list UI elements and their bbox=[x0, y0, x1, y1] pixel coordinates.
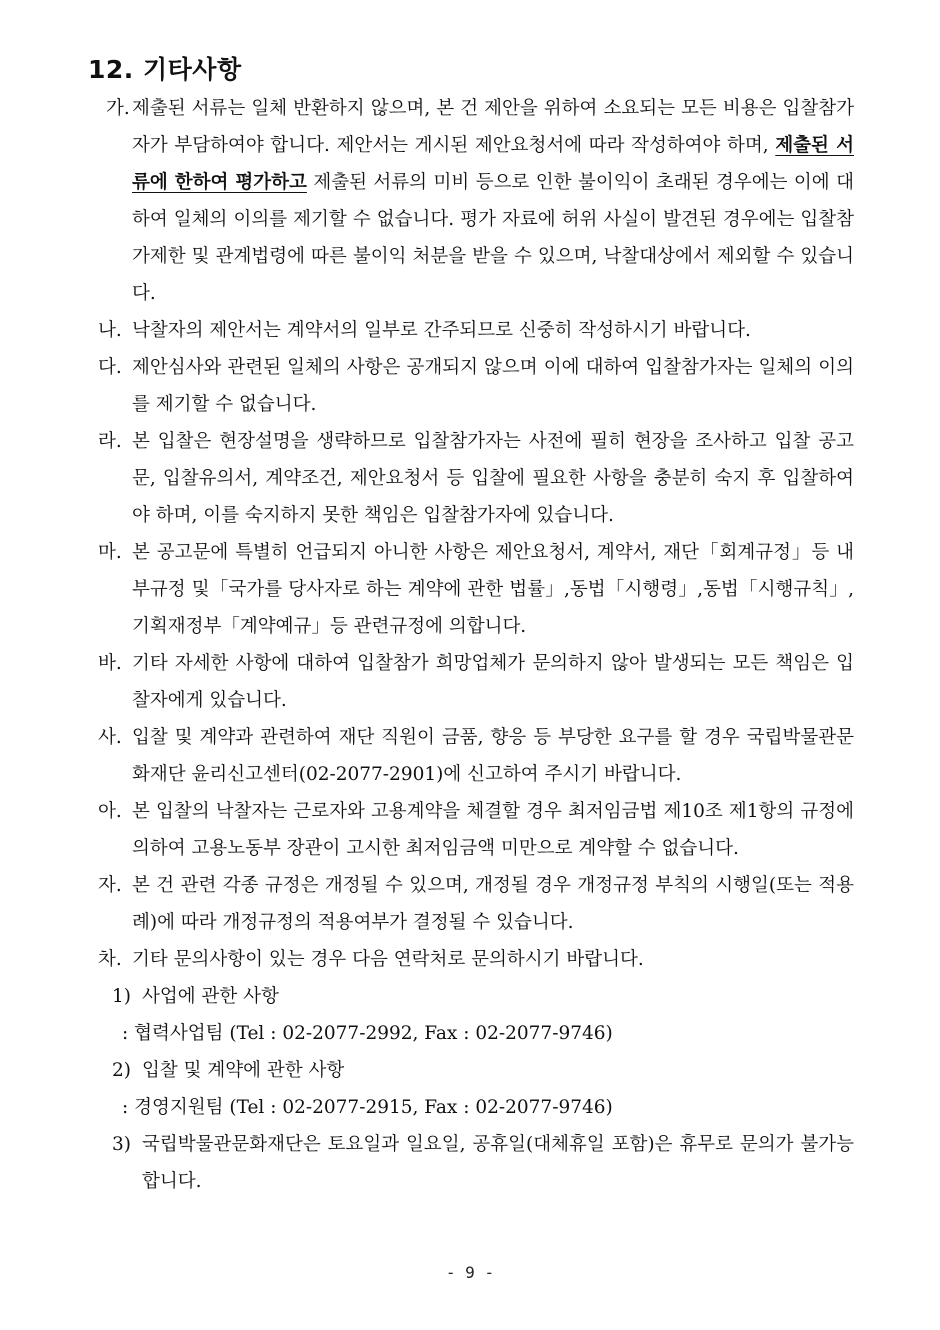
item-text: 본 입찰의 낙찰자는 근로자와 고용계약을 체결할 경우 최저임금법 제10조 제1항의 규정에 의하여 고용노동부 장관이 고시한 최저임금액 미만으로 계약할 수 없습니다. bbox=[132, 801, 854, 859]
item-marker: 차. bbox=[98, 949, 122, 970]
item-text: 본 건 관련 각종 규정은 개정될 수 있으며, 개정될 경우 개정규정 부칙의 시행일(또는 적용례)에 따라 개정규정의 적용여부가 결정될 수 있습니다. bbox=[132, 875, 854, 933]
item-text: 본 공고문에 특별히 언급되지 아니한 사항은 제안요청서, 계약서, 재단「회계규정」등 내부규정 및「국가를 당사자로 하는 계약에 관한 법률」,동법「시행령」,동법「시행규칙」,기획재정부「계약예규」등 관련규정에 의합니다. bbox=[132, 542, 854, 637]
list-item bbox=[94, 312, 854, 349]
list-item bbox=[94, 423, 854, 534]
notes-list bbox=[94, 90, 854, 1200]
item-text: 본 입찰은 현장설명을 생략하므로 입찰참가자는 사전에 필히 현장을 조사하고 입찰 공고문, 입찰유의서, 계약조건, 제안요청서 등 입찰에 필요한 사항을 충분히 숙지 후 입찰하여야 하며, 이를 숙지하지 못한 책임은 입찰참가자에 있습니다. bbox=[132, 431, 854, 526]
contact-label: 국립박물관문화재단은 토요일과 일요일, 공휴일(대체휴일 포함)은 휴무로 문의가 불가능합니다. bbox=[142, 1134, 854, 1192]
item-marker: 마. bbox=[98, 542, 122, 563]
contact-item bbox=[94, 1126, 854, 1200]
item-marker: 나. bbox=[98, 320, 122, 341]
contact-label: 사업에 관한 사항 bbox=[142, 986, 279, 1007]
section-title: 12. 기타사항 bbox=[88, 55, 242, 84]
list-item bbox=[94, 90, 854, 312]
item-text: 낙찰자의 제안서는 계약서의 일부로 간주되므로 신중히 작성하시기 바랍니다. bbox=[132, 320, 751, 341]
item-marker: 사. bbox=[98, 727, 122, 748]
item-text: 입찰 및 계약과 관련하여 재단 직원이 금품, 향응 등 부당한 요구를 할 경우 국립박물관문화재단 윤리신고센터(02-2077-2901)에 신고하여 주시기 바랍니다. bbox=[132, 727, 854, 785]
item-marker: 자. bbox=[98, 875, 122, 896]
list-item bbox=[94, 793, 854, 867]
list-item bbox=[94, 941, 854, 978]
list-item bbox=[94, 719, 854, 793]
emphasized-text: 제출된 서류에 한하여 평가하고 bbox=[132, 135, 854, 193]
contact-item bbox=[94, 978, 854, 1015]
contact-number: 3) bbox=[112, 1134, 131, 1155]
contact-number: 2) bbox=[112, 1060, 131, 1081]
contact-detail: : 협력사업팀 (Tel : 02-2077-2992, Fax : 02-2077-9746) bbox=[122, 1023, 613, 1044]
contact-number: 1) bbox=[112, 986, 131, 1007]
contact-label: 입찰 및 계약에 관한 사항 bbox=[142, 1060, 345, 1081]
item-text: 기타 자세한 사항에 대하여 입찰참가 희망업체가 문의하지 않아 발생되는 모든 책임은 입찰자에게 있습니다. bbox=[132, 653, 854, 711]
item-text: 제안심사와 관련된 일체의 사항은 공개되지 않으며 이에 대하여 입찰참가자는 일체의 이의를 제기할 수 없습니다. bbox=[132, 357, 854, 415]
item-marker: 가. bbox=[106, 98, 130, 119]
item-marker: 다. bbox=[98, 357, 122, 378]
item-text: 제출된 서류는 일체 반환하지 않으며, 본 건 제안을 위하여 소요되는 모든 비용은 입찰참가자가 부담하여야 합니다. 제안서는 게시된 제안요청서에 따라 작성하여야 하며, bbox=[132, 98, 854, 156]
item-marker: 라. bbox=[98, 431, 122, 452]
list-item bbox=[94, 534, 854, 645]
item-marker: 바. bbox=[98, 653, 122, 674]
item-text: 기타 문의사항이 있는 경우 다음 연락처로 문의하시기 바랍니다. bbox=[132, 949, 644, 970]
contact-item bbox=[94, 1052, 854, 1089]
page-number: - 9 - bbox=[445, 1263, 495, 1282]
item-marker: 아. bbox=[98, 801, 122, 822]
list-item bbox=[94, 349, 854, 423]
list-item bbox=[94, 645, 854, 719]
contact-detail: : 경영지원팀 (Tel : 02-2077-2915, Fax : 02-2077-9746) bbox=[122, 1097, 613, 1118]
item-text: 제출된 서류의 미비 등으로 인한 불이익이 초래된 경우에는 이에 대하여 일체의 이의를 제기할 수 없습니다. 평가 자료에 허위 사실이 발견된 경우에는 입찰참가제한 및 관계법령에 따른 불이익 처분을 받을 수 있으며, 낙찰대상에서 제외할 수 있습니다. bbox=[132, 172, 854, 304]
list-item bbox=[94, 867, 854, 941]
contact-list bbox=[94, 978, 854, 1200]
